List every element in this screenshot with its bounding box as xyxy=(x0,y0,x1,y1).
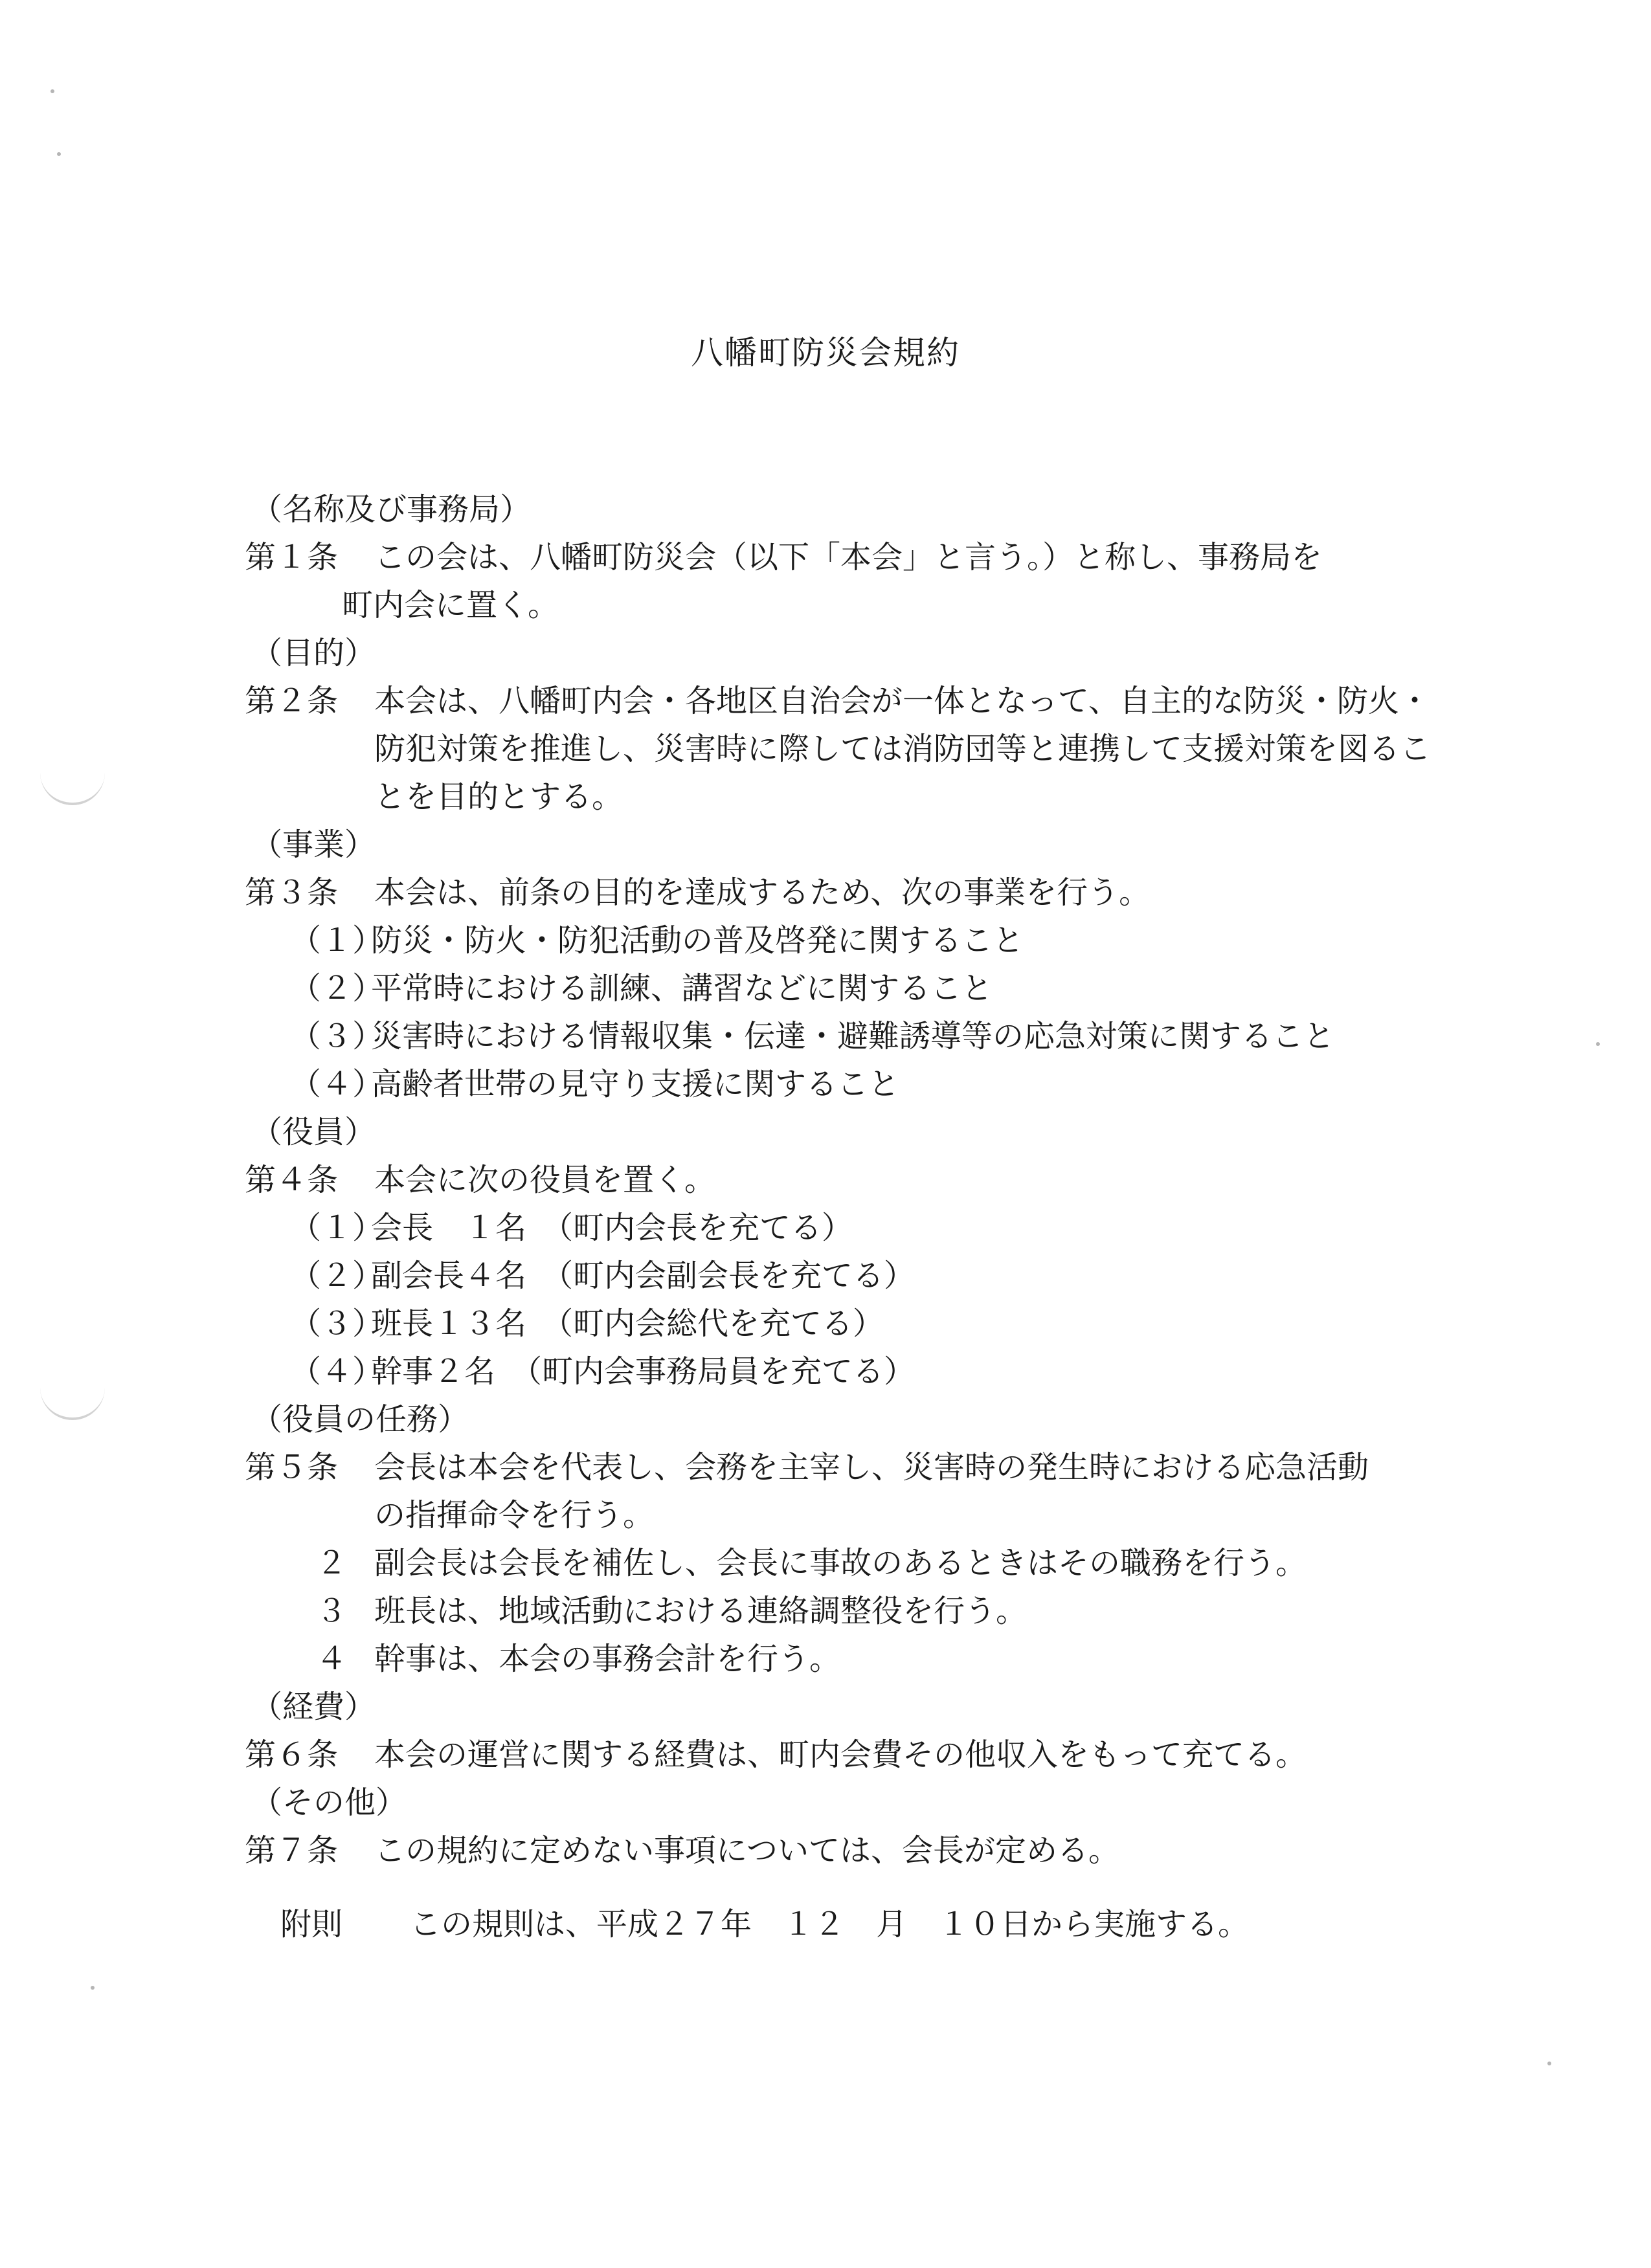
paragraph-number: ３ xyxy=(316,1593,348,1629)
article-number: 第４条 xyxy=(245,1162,339,1198)
article-text: 本会の運営に関する経費は、町内会費その他収入をもって充てる。 xyxy=(374,1737,1307,1773)
item-number: （１） xyxy=(290,922,384,959)
supplementary-text: この規則は、平成２７年 １２ 月 １０日から実施する。 xyxy=(410,1906,1250,1942)
article-number: 第１条 xyxy=(245,539,339,575)
scan-speck xyxy=(51,89,54,93)
paragraph-text: 幹事は、本会の事務会計を行う。 xyxy=(374,1641,841,1677)
article-text-continued: 防犯対策を推進し、災害時に際しては消防団等と連携して支援対策を図るこ xyxy=(374,731,1432,767)
section-heading: （その他） xyxy=(251,1784,407,1821)
item-text: 副会長４名 （町内会副会長を充てる） xyxy=(371,1258,915,1294)
paragraph-text: 班長は、地域活動における連絡調整役を行う。 xyxy=(374,1593,1028,1629)
scan-speck xyxy=(91,1986,95,1990)
paragraph xyxy=(245,1539,1540,1587)
item-number: （４） xyxy=(290,1353,384,1390)
supplementary-provision xyxy=(245,1900,1540,1948)
item-text: 高齢者世帯の見守り支援に関すること xyxy=(371,1066,900,1102)
document-body xyxy=(245,485,1540,1948)
article-number: 第３条 xyxy=(245,874,339,911)
item-text: 防災・防火・防犯活動の普及啓発に関すること xyxy=(371,922,1024,959)
supplementary-label: 附則 xyxy=(280,1906,343,1942)
item-text: 平常時における訓練、講習などに関すること xyxy=(371,970,993,1006)
article-number: 第２条 xyxy=(245,683,339,719)
section-heading: （事業） xyxy=(251,827,376,863)
list-item xyxy=(245,1012,1540,1060)
list-item xyxy=(245,1060,1540,1108)
article xyxy=(245,1156,1540,1204)
article-text: 本会に次の役員を置く。 xyxy=(374,1162,716,1198)
list-item xyxy=(245,964,1540,1012)
punch-hole-mark xyxy=(40,757,105,805)
article-number: 第５条 xyxy=(245,1449,339,1485)
item-text: 会長 １名 （町内会長を充てる） xyxy=(371,1210,853,1246)
paragraph-number: ２ xyxy=(316,1545,348,1581)
list-item xyxy=(245,1300,1540,1348)
item-text: 班長１３名 （町内会総代を充てる） xyxy=(371,1306,884,1342)
section-heading: （目的） xyxy=(251,635,376,671)
item-number: （３） xyxy=(290,1018,384,1054)
article-text: 本会は、前条の目的を達成するため、次の事業を行う。 xyxy=(374,874,1151,911)
item-number: （２） xyxy=(290,1258,384,1294)
list-item xyxy=(245,917,1540,964)
section-heading: （役員） xyxy=(251,1114,376,1150)
article xyxy=(245,533,1540,581)
article xyxy=(245,677,1540,725)
item-text: 幹事２名 （町内会事務局員を充てる） xyxy=(371,1353,915,1390)
article xyxy=(245,1443,1540,1491)
section-heading: （役員の任務） xyxy=(251,1401,469,1438)
item-number: （１） xyxy=(290,1210,384,1246)
item-number: （４） xyxy=(290,1066,384,1102)
paragraph xyxy=(245,1635,1540,1683)
article-text-continued: とを目的とする。 xyxy=(374,779,623,815)
article-text: 会長は本会を代表し、会務を主宰し、災害時の発生時における応急活動 xyxy=(374,1449,1369,1485)
paragraph-text: 副会長は会長を補佐し、会長に事故のあるときはその職務を行う。 xyxy=(374,1545,1307,1581)
paragraph-number: ４ xyxy=(316,1641,348,1677)
item-number: （３） xyxy=(290,1306,384,1342)
article-text: この規約に定めない事項については、会長が定める。 xyxy=(374,1832,1120,1869)
section-heading: （名称及び事務局） xyxy=(251,491,532,528)
scan-speck xyxy=(1596,1042,1600,1046)
article xyxy=(245,869,1540,917)
section-heading: （経費） xyxy=(251,1689,376,1725)
punch-hole-mark xyxy=(40,1372,105,1420)
article-text: 本会は、八幡町内会・各地区自治会が一体となって、自主的な防災・防火・ xyxy=(374,683,1431,719)
article-text-continued: の指揮命令を行う。 xyxy=(374,1497,655,1533)
list-item xyxy=(245,1252,1540,1300)
article-number: 第６条 xyxy=(245,1737,339,1773)
article-number: 第７条 xyxy=(245,1832,339,1869)
paragraph xyxy=(245,1587,1540,1635)
list-item xyxy=(245,1204,1540,1252)
document-title: 八幡町防災会規約 xyxy=(691,334,960,372)
article xyxy=(245,1827,1540,1874)
article xyxy=(245,1731,1540,1779)
article-text: この会は、八幡町防災会（以下「本会」と言う。）と称し、事務局を xyxy=(374,539,1323,575)
scan-speck xyxy=(1547,2062,1551,2065)
item-number: （２） xyxy=(290,970,384,1006)
item-text: 災害時における情報収集・伝達・避難誘導等の応急対策に関すること xyxy=(371,1018,1335,1054)
list-item xyxy=(245,1348,1540,1395)
scan-speck xyxy=(57,152,61,156)
article-text-continued: 町内会に置く。 xyxy=(342,587,559,623)
